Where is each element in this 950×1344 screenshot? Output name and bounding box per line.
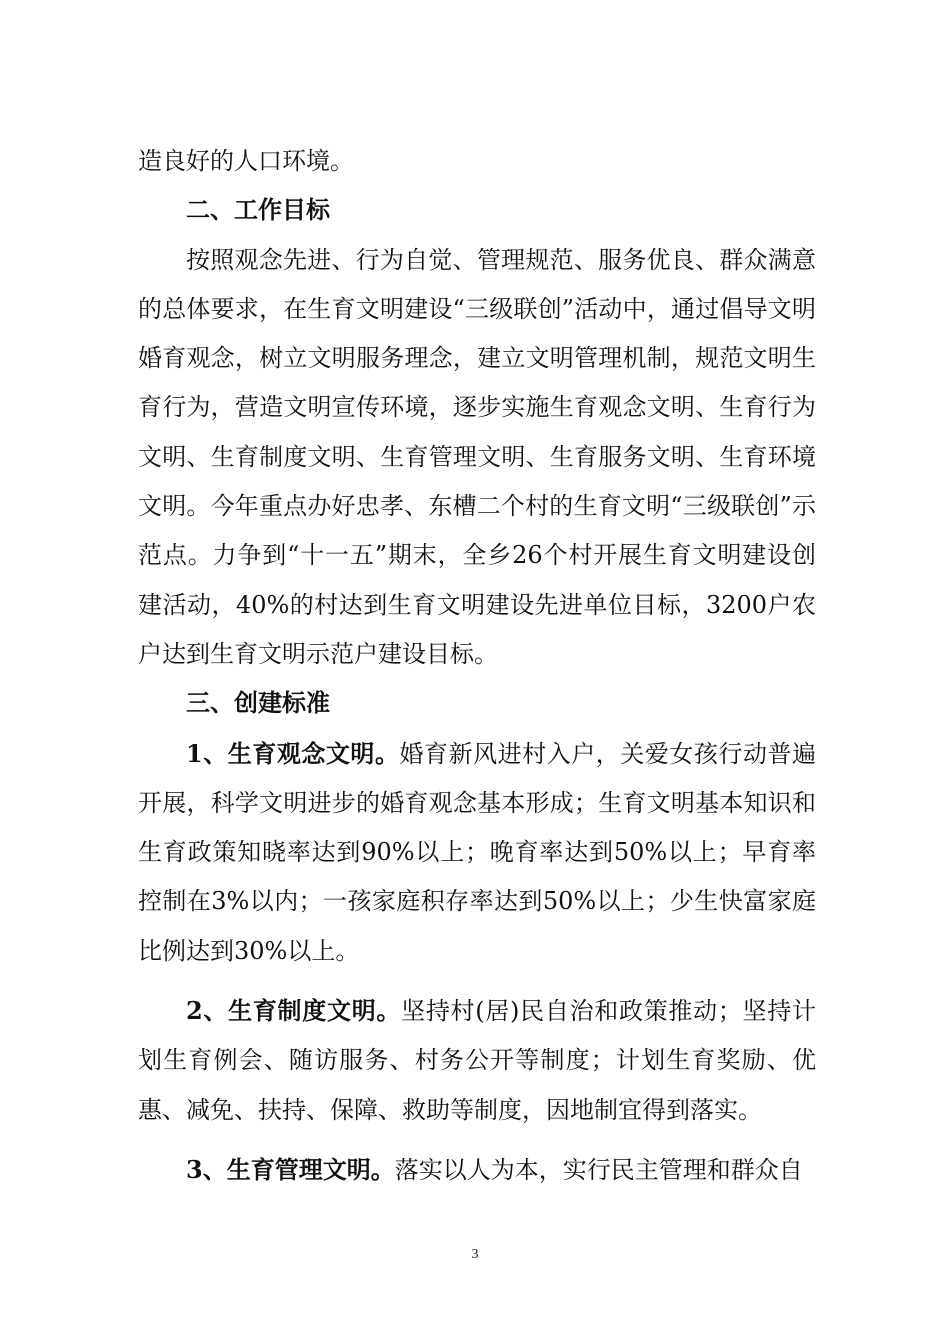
standard-item-1-body: 婚育新风进村入户，关爱女孩行动普遍开展，科学文明进步的婚育观念基本形成；生育文明基本知识和生育政策知晓率达到90%以上；晚育率达到50%以上；早育率控制在3%以内；一孩家庭积存率达到50%以上；少生快富家庭比例达到30%以上。 (138, 739, 817, 965)
standard-item-2 (138, 986, 816, 1135)
standard-item-3-body: 落实以人为本，实行民主管理和群众自 (394, 1155, 803, 1184)
section-heading-standards: 三、创建标准 (186, 689, 330, 718)
goals-paragraph: 按照观念先进、行为自觉、管理规范、服务优良、群众满意的总体要求，在生育文明建设“三级联创”活动中，通过倡导文明婚育观念，树立文明服务理念，建立文明管理机制，规范文明生育行为，营造文明宣传环境，逐步实施生育观念文明、生育行为文明、生育制度文明、生育管理文明、生育服务文明、生育环境文明。今年重点办好忠孝、东槽二个村的生育文明“三级联创”示范点。力争到“十一五”期末，全乡26个村开展生育文明建设创建活动，40%的村达到生育文明建设先进单位目标，3200户农户达到生育文明示范户建设目标。 (138, 245, 816, 668)
continuation-paragraph: 造良好的人口环境。 (138, 147, 354, 175)
document-body (138, 137, 816, 1195)
standard-item-1 (138, 729, 816, 976)
standard-item-3-lead: 3、生育管理文明。 (186, 1154, 395, 1184)
standard-item-2-body: 坚持村(居)民自治和政策推动；坚持计划生育例会、随访服务、村务公开等制度；计划生育奖励、优惠、减免、扶持、保障、救助等制度，因地制宜得到落实。 (138, 997, 816, 1124)
standard-item-3 (138, 1145, 816, 1195)
page-number: 3 (471, 1247, 479, 1262)
standard-item-1-lead: 1、生育观念文明。 (186, 738, 400, 768)
standard-item-2-lead: 2、生育制度文明。 (186, 996, 402, 1026)
section-heading-goals: 二、工作目标 (186, 196, 330, 225)
